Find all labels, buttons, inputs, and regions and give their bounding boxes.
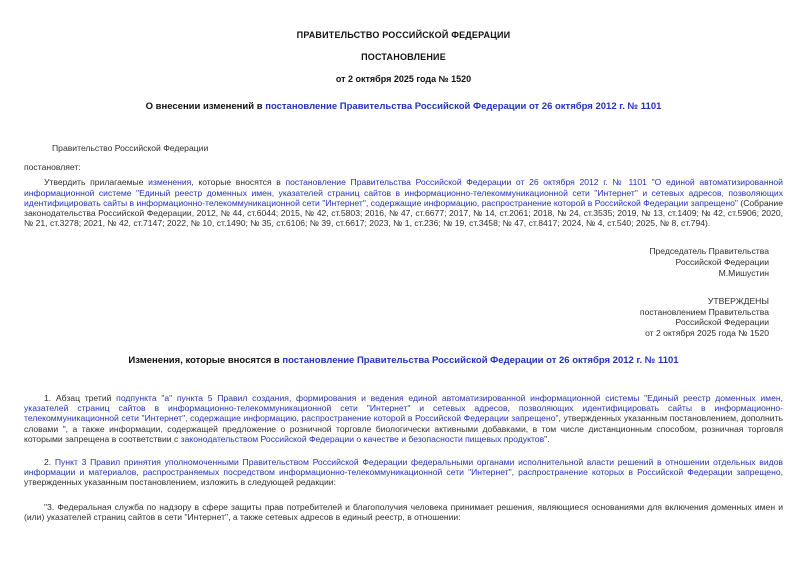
text-line: от 2 октября 2025 года № 1520 (645, 328, 769, 339)
inline-link[interactable]: Пункт 3 (54, 457, 87, 468)
text-segment: ". (544, 433, 550, 444)
doc-title (24, 101, 783, 112)
text-line: постановлением Правительства (639, 306, 769, 317)
text-line: Российской Федерации (675, 317, 769, 328)
org-name: ПРАВИТЕЛЬСТВО РОССИЙСКОЙ ФЕДЕРАЦИИ (296, 30, 511, 40)
change-item-3 (24, 502, 783, 522)
doc-title-prefix: О внесении изменений в (145, 101, 266, 112)
text-segment: 2. (44, 457, 55, 468)
inline-link[interactable]: Правил создания, формирования и ведения единой автоматизированной информационной системы "Единый реестр доменных имен, указателей страниц сайтов в информационно-телекоммуникационной сети "Интернет" и сетевых адресов, позволяющих идентифицировать сайты в информационно-телекоммуникационной сети "Интернет", содержащие информацию, распространение которой в Российской Федерации запрещено" (24, 393, 783, 424)
text-segment: (Собрание законодательства Российской Федерации, 2012, № 44, ст.6044; 2015, № 42, ст.5803; 2016, № 47, ст.6677; 2017, № 14, ст.2061; 2018, № 24, ст.3535; 2019, № 13, ст.1409; № 42, ст.5906; 2020, № 21, ст.3278; 2021, № 42, ст.7147; 2022, № 10, ст.1490; № 35, ст.6106; № 39, ст.6617; 2023, № 1, ст.236; № 19, ст.3458; № 47, ст.8417; 2024, № 4, ст.540; 2025, № 8, ст.794). (24, 197, 783, 229)
text-line: УТВЕРЖДЕНЫ (707, 295, 769, 306)
text-segment: "3. Федеральная служба по надзору в сфере защиты прав потребителей и благополучия человека принимает решения, являющиеся основаниями для включения доменных имен и (или) указателей страниц сайтов в сети "Интернет", а также сетевых адресов в единый реестр, в отношении: (24, 501, 783, 522)
text-line: М.Мишустин (718, 268, 769, 279)
change-item-2 (24, 457, 783, 488)
text-line: Российской Федерации (675, 257, 769, 268)
inline-link[interactable]: постановление Правительства Российской Федерации от 26 октября 2012 г. № 1101 "О единой автоматизированной информационной системе "Единый реестр доменных имен, указателей страниц сайтов в информационно-телекоммуникационной сети "Интернет" и сетевых адресов, позволяющих идентифицировать сайты в информационно-телекоммуникационной сети "Интернет", содержащие информацию, распространение которой в Российской Федерации запрещено" (24, 177, 783, 208)
preamble-resolves: постановляет: (24, 162, 81, 173)
preamble-government: Правительство Российской Федерации (52, 143, 209, 153)
text-segment: Утвердить прилагаемые (44, 177, 149, 188)
doc-title-link[interactable]: постановление Правительства Российской Федерации от 26 октября 2012 г. № 1101 (265, 101, 662, 112)
doc-date-number: от 2 октября 2025 года № 1520 (335, 74, 472, 84)
text-segment: , утвержденных указанным постановлением, дополнить словами ", а также информации, содержащей предложение о розничной торговле биологически активными добавками, в том числе дистанционным способом, розничная торговля которыми запрещена в соответствии с (24, 413, 783, 444)
approval-paragraph (24, 177, 783, 228)
inline-link[interactable]: изменения (148, 177, 192, 188)
text-segment: 1. Абзац третий (44, 393, 117, 403)
text-segment: , утвержденных указанным постановлением, изложить в следующей редакции: (24, 467, 783, 488)
text-line: Председатель Правительства (649, 246, 769, 257)
change-item-1 (24, 393, 783, 444)
inline-link[interactable]: Правил принятия уполномоченными Правительством Российской Федерации федеральными органами исполнительной власти решений в отношении отдельных видов информации и материалов, распространяемых посредством информационно-телекоммуникационной сети "Интернет", распространение которых в Российской Федерации запрещено (24, 457, 783, 478)
inline-link[interactable]: законодательством Российской Федерации о качестве и безопасности пищевых продуктов (180, 433, 545, 444)
doc-type: ПОСТАНОВЛЕНИЕ (361, 52, 446, 62)
text-segment: , которые вносятся в (191, 177, 286, 188)
changes-heading (24, 355, 783, 366)
changes-heading-prefix: Изменения, которые вносятся в (128, 355, 283, 366)
changes-heading-link[interactable]: постановление Правительства Российской Федерации от 26 октября 2012 г. № 1101 (282, 355, 679, 366)
approved-stamp (24, 296, 769, 339)
inline-link[interactable]: подпункта "а" пункта 5 (116, 393, 213, 403)
signature-block (24, 246, 769, 278)
